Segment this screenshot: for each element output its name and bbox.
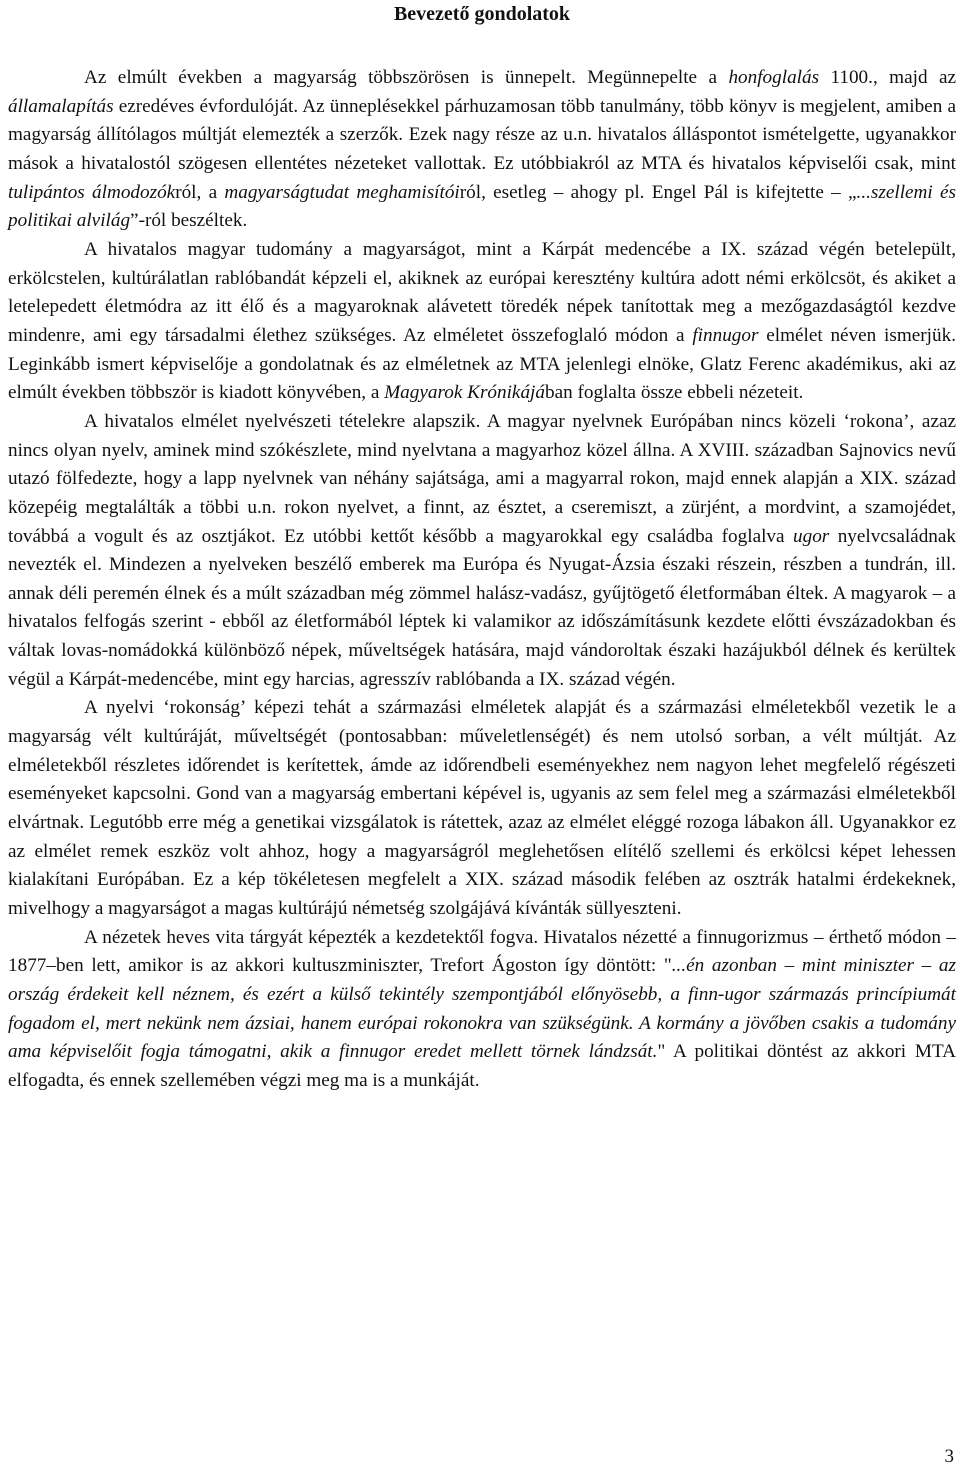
paragraph [8,408,956,695]
document-page [8,0,956,1096]
paragraph [8,64,956,236]
paragraph [8,236,956,408]
text-run: nyelvcsaládnak nevezték el. Mindezen a nyelveken beszélő emberek ma Európa és Nyugat-Ázsia északi részein, részben a tundrán, ill. annak déli peremén élnek és a múlt században még zömmel halász-vadász, gyűjtögető életformában éltek. A magyarok – a hivatalos felfogás szerint - ebből az életformából léptek ki valamikor az időszámításunk kezdete előtti évszázadokban és váltak lovas-nomádokká különböző népek, műveltségek hatására, majd vándoroltak északi hazájukból délnek és kerültek végül a Kárpát-medencébe, mint egy harcias, agresszív rablóbanda a IX. század végén. [8,525,956,690]
italic-text: finnugor [692,324,759,346]
text-run: ”-ról beszéltek. [130,210,248,232]
italic-text: ...én azonban – mint miniszter – az ország érdekeit kell néznem, és ezért a külső tekintély szempontjából előnyösebb, a finn-ugor származás princípiumát fogadom el, mert nekünk nem ázsiai, hanem európai rokonokra van szükségünk. A kormány a jövőben csakis a tudomány ama képviselőit fogja támogatni, akik a finnugor eredet mellett törnek lándzsát. [8,955,956,1063]
text-run: 1100., majd az [819,67,957,88]
italic-text: ugor [793,525,830,547]
text-run: ezredéves évfordulóját. Az ünneplésekkel párhuzamosan több tanulmány, több könyv is megjelent, amiben a magyarság állítólagos múltját elemezték a szerzők. Ezek nagy része az u.n. hivatalos álláspontot ismételgette, ugyanakkor mások a hivatalostól szögesen ellentétes nézeteket vallottak. Ez utóbbiakról az MTA és hivatalos képviselői csak, mint [8,95,956,174]
text-run: ról, a [175,181,225,203]
italic-text: ...szellemi és politikai alvilág [8,181,956,232]
text-run: elmélet néven ismerjük. Leginkább ismert képviselője a gondolatnak és az elméletnek az MTA jelenlegi elnöke, Glatz Ferenc akadémikus, aki az elmúlt években többször is kiadott könyvében, a [8,324,956,404]
text-run: " A politikai döntést az akkori MTA elfogadta, és ennek szellemében végzi meg ma is a munkáját. [8,1041,956,1091]
text-run: ban foglalta össze ebbeli nézeteit. [544,382,804,404]
page-number: 3 [944,1446,954,1467]
italic-text: magyarságtudat meghamisítói [224,181,460,203]
paragraph [8,924,956,1096]
italic-text: Magyarok Krónikájá [384,382,545,404]
text-run: A hivatalos magyar tudomány a magyarságot, mint a Kárpát medencébe a IX. század végén betelepült, erkölcstelen, kultúrálatlan rablóbandát képzeli el, akiknek az európai keresztény kultúra adott némi erkölcsöt, és akiket a letelepedett életmódra az itt élő és a magyaroknak alávetett töredék népek tanítottak meg a mezőgazdaságtól kezdve mindenre, ami egy társadalmi élethez szükséges. Az elméletet összefoglaló módon a [8,238,956,346]
text-run: A nyelvi ‘rokonság’ képezi tehát a származási elméletek alapját és a származási elméletekből vezetik le a magyarság vélt kultúráját, műveltségét (pontosabban: műveletlenségét) és nem utolsó sorban, a vélt múltját. Az elméletekből részletes időrendet is kerítettek, ámde az időrendbeli eseményekhez nem nagyon lehet megfelelő régészeti eseményeket kapcsolni. Gond van a magyarság embertani képével is, ugyanis az sem felel meg a származási elméletekből elvártnak. Legutóbb erre még a genetikai vizsgálatok is rátettek, azaz az elmélet eléggé rozoga lábakon áll. Ugyanakkor ez az elmélet remek eszköz volt ahhoz, hogy a magyarságról meglehetősen elítélő szellemi és erkölcsi képet lehessen kialakítani Európában. Ez a kép tökéletesen megfelelt a XIX. század második felében az osztrák hatalmi érdekeknek, mivelhogy a magyarságot a magas kultúrájú németség szolgájává kívánták süllyeszteni. [8,697,956,920]
text-run: Az elmúlt években a magyarság többszörösen is ünnepelt. Megünnepelte a [84,67,729,88]
paragraph [8,694,956,923]
italic-text: államalapítás [8,95,114,117]
text-run: ról, esetleg – ahogy pl. Engel Pál is kifejtette – „ [459,181,857,203]
text-run: A hivatalos elmélet nyelvészeti tételekre alapszik. A magyar nyelvnek Európában nincs közeli ‘rokona’, azaz nincs olyan nyelv, aminek mind szókészlete, mind nyelvtana a magyarhoz közel állna. A XVIII. században Sajnovics nevű utazó fölfedezte, hogy a lapp nyelvnek van néhány sajátsága, ami a magyarral rokon, majd ennek alapján a XIX. század közepéig megtalálták a többi u.n. rokon nyelvet, a finnt, az észtet, a cseremiszt, a zürjént, a mordvint, a szamojédet, továbbá a vogult és az osztjákot. Ez utóbbi kettőt később a magyarokkal egy családba foglalva [8,410,956,547]
italic-text: tulipántos álmodozók [8,181,176,203]
text-run: A nézetek heves vita tárgyát képezték a kezdetektől fogva. Hivatalos nézetté a finnugorizmus – érthető módon – 1877–ben lett, amikor is az akkori kultuszminiszter, Trefort Ágoston így döntött: " [8,926,956,977]
document-body [8,64,956,1096]
page-title: Bevezető gondolatok [393,3,571,25]
italic-text: honfoglalás [728,67,820,88]
